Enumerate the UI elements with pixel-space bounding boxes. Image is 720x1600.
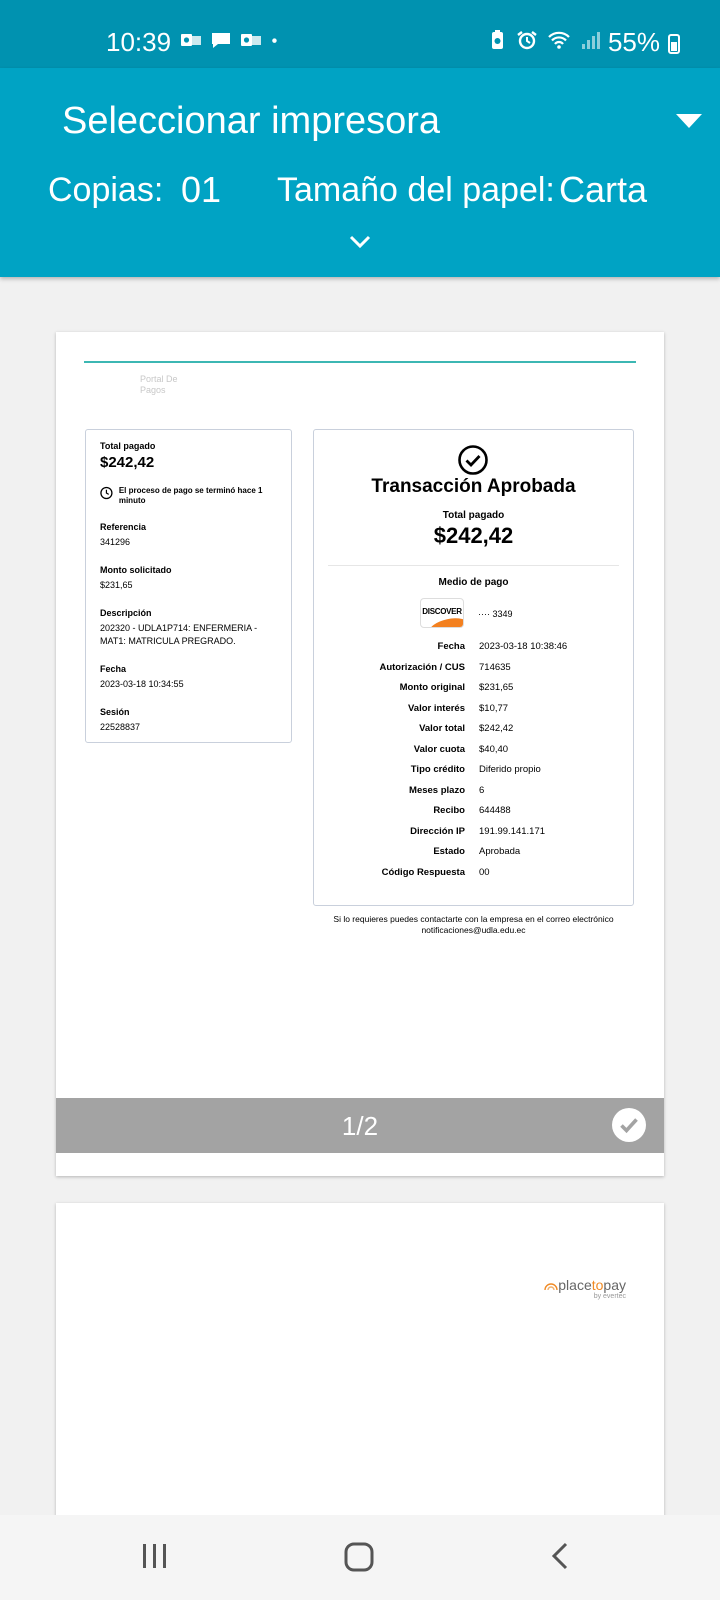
transaction-card	[313, 429, 634, 906]
outlook-icon	[240, 30, 262, 50]
system-icons	[486, 30, 602, 50]
summary-field	[100, 521, 277, 549]
detail-label: Código Respuesta	[381, 866, 465, 878]
contact-line: Si lo requieres puedes contactarte con la empresa en el correo electrónico	[333, 914, 614, 924]
field-value: $231,65	[100, 580, 133, 590]
detail-label: Dirección IP	[410, 825, 465, 837]
check-icon	[612, 1108, 646, 1142]
paper-size-label: Tamaño del papel:	[277, 171, 555, 209]
recents-icon[interactable]	[140, 1541, 170, 1571]
logo-swoosh	[428, 615, 464, 628]
placetopay-logo	[544, 1277, 626, 1301]
detail-label: Meses plazo	[409, 784, 465, 796]
contact-email: notificaciones@udla.edu.ec	[421, 925, 526, 935]
detail-value: $10,77	[479, 702, 509, 714]
notification-icons	[180, 30, 284, 50]
field-label: Descripción	[100, 608, 152, 618]
transaction-total-value: $242,42	[433, 523, 514, 548]
portal-logo-text: Portal De Pagos	[140, 374, 178, 395]
page-number: 1/2	[341, 1111, 379, 1141]
detail-value: 2023-03-18 10:38:46	[479, 641, 568, 652]
logo-part: to	[591, 1277, 604, 1293]
transaction-title: Transacción Aprobada	[371, 476, 576, 497]
detail-label: Recibo	[433, 805, 465, 816]
signal-icon	[580, 30, 602, 50]
detail-value: 644488	[479, 805, 511, 816]
detail-value: Aprobada	[479, 846, 521, 857]
status-time: 10:39	[106, 27, 172, 57]
copies-label: Copias:	[48, 171, 164, 209]
detail-label: Monto original	[399, 682, 465, 693]
summary-field	[100, 564, 277, 592]
clock-icon	[100, 486, 113, 500]
summary-field	[100, 663, 277, 691]
detail-label: Fecha	[437, 641, 465, 652]
card-brand: DISCOVER	[422, 607, 462, 616]
detail-value: 191.99.141.171	[479, 825, 546, 837]
transaction-total-label: Total pagado	[442, 510, 505, 521]
field-label: Sesión	[100, 707, 130, 717]
detail-value: $242,42	[479, 723, 514, 734]
back-icon[interactable]	[548, 1541, 572, 1571]
paper-size-select[interactable]: Carta	[559, 169, 648, 210]
detail-value: $231,65	[479, 682, 514, 693]
alarm-icon	[516, 30, 538, 50]
logo-wordmark	[544, 1277, 626, 1293]
print-preview-page-2[interactable]	[56, 1203, 664, 1523]
summary-total-value: $242,42	[100, 454, 155, 471]
logo-sub: by evertec	[593, 1293, 626, 1300]
summary-total-label: Total pagado	[100, 441, 156, 451]
dropdown-arrow-icon[interactable]	[676, 114, 702, 128]
print-preview-page-1[interactable]	[56, 332, 664, 1176]
detail-label: Autorización / CUS	[379, 661, 465, 673]
field-label: Fecha	[100, 664, 127, 674]
check-circle-icon	[457, 444, 489, 476]
detail-value: 6	[479, 784, 485, 796]
detail-value: $40,40	[479, 743, 509, 755]
card-last4: ···· 3349	[478, 609, 513, 619]
print-options-header	[0, 68, 720, 277]
page-selector-bar[interactable]	[56, 1098, 664, 1153]
page-selected-checkbox[interactable]	[612, 1108, 646, 1142]
logo-waves-icon	[544, 1279, 558, 1291]
detail-label: Valor cuota	[413, 743, 465, 755]
status-bar	[0, 0, 720, 68]
detail-label: Tipo crédito	[410, 764, 465, 775]
detail-label: Estado	[433, 846, 465, 857]
summary-field	[100, 607, 277, 648]
field-label: Referencia	[100, 522, 147, 532]
navigation-bar	[0, 1515, 720, 1600]
detail-value: 714635	[479, 661, 511, 673]
dot-icon	[270, 30, 284, 50]
field-value: 2023-03-18 10:34:55	[100, 679, 184, 689]
field-label: Monto solicitado	[100, 565, 172, 575]
battery-saver-icon	[486, 30, 508, 50]
outlook-icon	[180, 30, 202, 50]
payment-summary-card	[85, 429, 292, 743]
battery-percent: 55%	[607, 27, 660, 57]
copies-input[interactable]: 01	[181, 169, 222, 210]
contact-note	[313, 914, 634, 936]
field-value: 341296	[100, 537, 131, 547]
payment-method-label: Medio de pago	[438, 577, 509, 588]
home-icon[interactable]	[343, 1541, 375, 1573]
discover-card-logo	[420, 598, 464, 628]
summary-field	[100, 706, 277, 734]
process-note	[100, 486, 277, 506]
field-value: 202320 - UDLA1P714: ENFERMERIA - MAT1: MATRICULA PREGRADO.	[100, 623, 258, 646]
logo-part: pay	[603, 1277, 626, 1293]
logo-part: place	[558, 1277, 592, 1293]
wifi-icon	[546, 30, 572, 50]
printer-select[interactable]: Seleccionar impresora	[62, 100, 441, 142]
battery-icon	[668, 34, 680, 54]
detail-label: Valor total	[419, 723, 465, 734]
detail-label: Valor interés	[407, 702, 465, 714]
detail-value: Diferido propio	[479, 764, 541, 775]
chevron-down-icon[interactable]	[348, 234, 372, 250]
message-icon	[210, 30, 232, 50]
process-text: El proceso de pago se terminó hace 1 minuto	[118, 486, 263, 505]
header-rule	[84, 361, 636, 363]
detail-value: 00	[479, 866, 490, 878]
divider	[328, 565, 619, 566]
field-value: 22528837	[100, 722, 141, 732]
